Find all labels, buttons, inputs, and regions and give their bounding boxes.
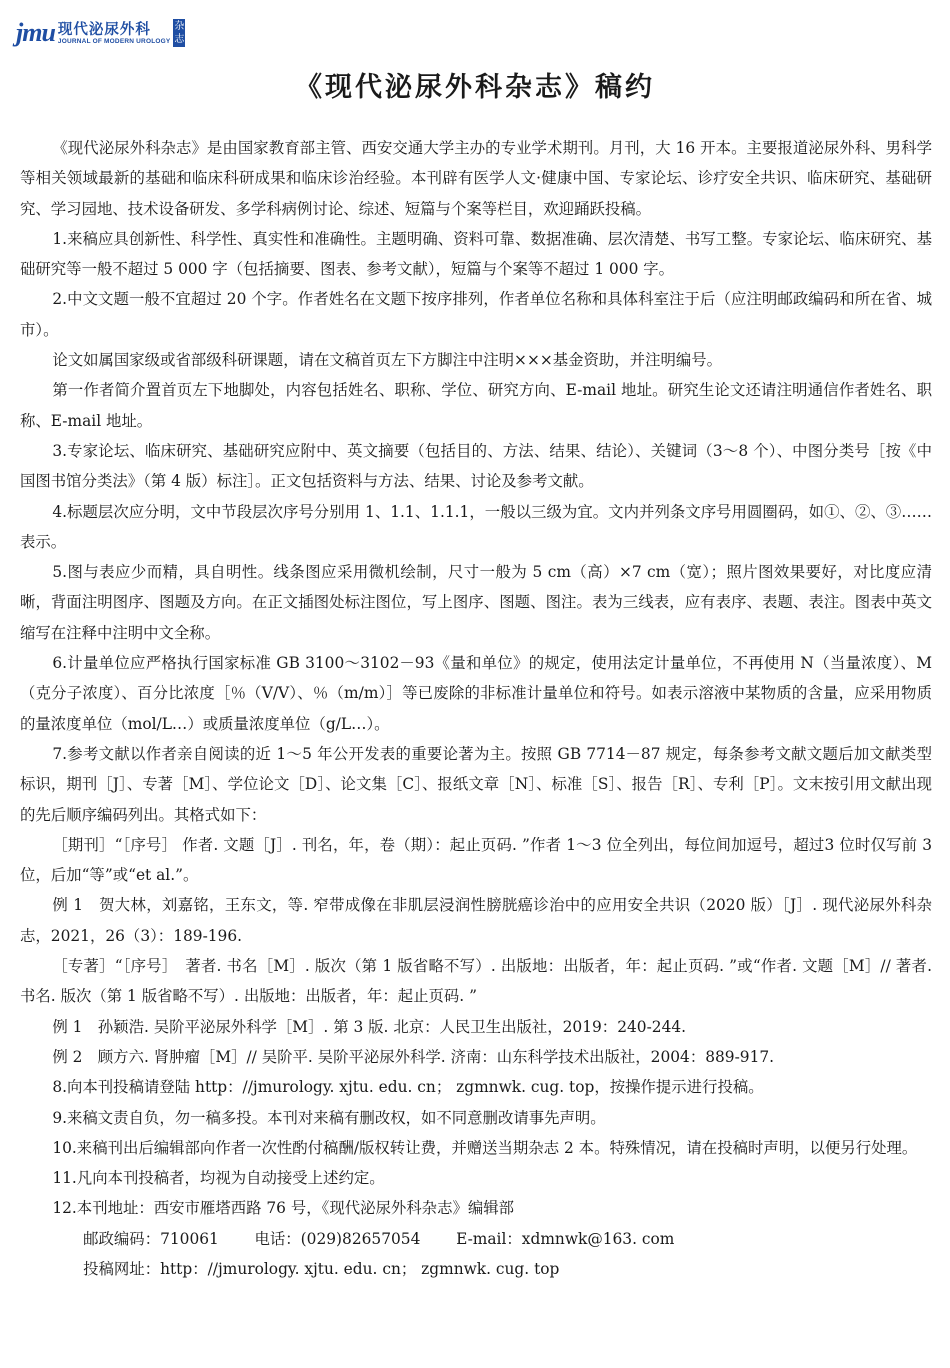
contact-submission-url: 投稿网址：http：//jmurology. xjtu. edu. cn； zgmnwk. cug. top (83, 1259, 560, 1278)
logo-badge (173, 19, 185, 47)
intro-paragraph: 《现代泌尿外科杂志》是由国家教育部主管、西安交通大学主办的专业学术期刊。月刊，大 16 开本。主要报道泌尿外科、男科学等相关领域最新的基础和临床科研成果和临床诊治经验。本刊辟有医学人文·健康中国、专家论坛、诊疗安全共识、临床研究、基础研究、学习园地、技术设备研发、多学科病例讨论、综述、短篇与个案等栏目，欢迎踊跃投稿。 (20, 139, 932, 218)
page-title: 《现代泌尿外科杂志》稿约 (295, 72, 655, 103)
rule-2-author-note: 第一作者简介置首页左下地脚处，内容包括姓名、职称、学位、研究方向、E-mail 地址。研究生论文还请注明通信作者姓名、职称、E-mail 地址。 (20, 381, 932, 430)
rule-12-paragraph: 12.本刊地址：西安市雁塔西路 76 号，《现代泌尿外科杂志》编辑部 (52, 1199, 515, 1218)
journal-format-paragraph: ［期刊］“［序号］ 作者. 文题［J］. 刊名，年，卷（期）：起止页码. ”作者 1～3 位全列出，每位间加逗号，超过3 位时仅写前 3 位，后加“等”或“et al.”。 (20, 835, 932, 885)
rule-5-paragraph: 5.图与表应少而精，具自明性。线条图应采用微机绘制，尺寸一般为 5 cm（高）×7 cm（宽）；照片图效果要好，对比度应清晰，背面注明图序、图题及方向。在正文插图处标注图位，写上图序、图题、图注。表为三线表，应有表序、表题、表注。图表中英文缩写在注释中注明中文全称。 (20, 563, 932, 642)
rule-6-paragraph: 6.计量单位应严格执行国家标准 GB 3100～3102－93《量和单位》的规定，使用法定计量单位，不再使用 N（当量浓度）、M（克分子浓度）、百分比浓度［％（V/V）、％（m/m）］等已废除的非标准计量单位和符号。如表示溶液中某物质的含量，应采用物质的量浓度单位（mol/L…）或质量浓度单位（g/L…）。 (20, 654, 932, 733)
rule-2-paragraph: 2.中文文题一般不宜超过 20 个字。作者姓名在文题下按序排列，作者单位名称和具体科室注于后（应注明邮政编码和所在省、城市）。 (20, 290, 932, 339)
logo-badge-text: 杂志 (174, 21, 185, 45)
journal-logo (16, 18, 185, 48)
logo-chinese-name: 现代泌尿外科 (57, 20, 151, 38)
contact-postal-phone-email: 邮政编码：710061 电话：(029)82657054 E-mail：xdmnwk@163. com (83, 1229, 675, 1248)
book-example-1: 例 1 孙颖浩. 吴阶平泌尿外科学［M］. 第 3 版. 北京：人民卫生出版社，2019：240-244. (52, 1017, 687, 1036)
rule-4-paragraph: 4.标题层次应分明，文中节段层次序号分别用 1、1.1、1.1.1，一般以三级为宜。文内并列条文序号用圆圈码，如①、②、③……表示。 (20, 502, 932, 551)
book-format-paragraph: ［专著］“［序号］ 著者. 书名［M］. 版次（第 1 版省略不写）. 出版地：出版者，年：起止页码. ”或“作者. 文题［M］// 著者. 书名. 版次（第 1 版省略不写）. 出版地：出版者，年：起止页码. ” (20, 957, 932, 1006)
logo-text-block (58, 21, 171, 46)
rule-8-paragraph: 8.向本刊投稿请登陆 http：//jmurology. xjtu. edu. cn； zgmnwk. cug. top，按操作提示进行投稿。 (52, 1078, 764, 1097)
rule-10-paragraph: 10.来稿刊出后编辑部向作者一次性酌付稿酬/版权转让费，并赠送当期杂志 2 本。特殊情况，请在投稿时声明，以便另行处理。 (52, 1138, 918, 1157)
rule-2-funding-note: 论文如属国家级或省部级科研课题，请在文稿首页左下方脚注中注明×××基金资助，并注明编号。 (52, 351, 723, 370)
logo-english-name: JOURNAL OF MODERN UROLOGY (57, 37, 171, 45)
rule-9-paragraph: 9.来稿文责自负，勿一稿多投。本刊对来稿有删改权，如不同意删改请事先声明。 (52, 1108, 606, 1127)
article-body (20, 133, 932, 1284)
book-example-2: 例 2 顾方六. 肾肿瘤［M］// 吴阶平. 吴阶平泌尿外科学. 济南：山东科学技术出版社，2004：889-917. (52, 1047, 775, 1066)
rule-3-paragraph: 3.专家论坛、临床研究、基础研究应附中、英文摘要（包括目的、方法、结果、结论）、关键词（3～8 个）、中图分类号［按《中国图书馆分类法》（第 4 版）标注］。正文包括资料与方法、结果、讨论及参考文献。 (20, 441, 932, 491)
rule-1-paragraph: 1.来稿应具创新性、科学性、真实性和准确性。主题明确、资料可靠、数据准确、层次清楚、书写工整。专家论坛、临床研究、基础研究等一般不超过 5 000 字（包括摘要、图表、参考文献），短篇与个案等不超过 1 000 字。 (20, 229, 932, 279)
rule-11-paragraph: 11.凡向本刊投稿者，均视为自动接受上述约定。 (52, 1169, 385, 1188)
rule-7-paragraph: 7.参考文献以作者亲自阅读的近 1～5 年公开发表的重要论著为主。按照 GB 7714－87 规定，每条参考文献文题后加文献类型标识，期刊［J］、专著［M］、学位论文［D］、论文集［C］、报纸文章［N］、标准［S］、报告［R］、专利［P］。文末按引用文献出现的先后顺序编码列出。其格式如下： (20, 744, 932, 824)
journal-example-1: 例 1 贺大林，刘嘉铭，王东文，等. 窄带成像在非肌层浸润性膀胱癌诊治中的应用安全共识（2020 版）［J］. 现代泌尿外科杂志，2021，26（3）：189-196. (20, 896, 932, 945)
logo-mark: jmu (16, 18, 55, 47)
